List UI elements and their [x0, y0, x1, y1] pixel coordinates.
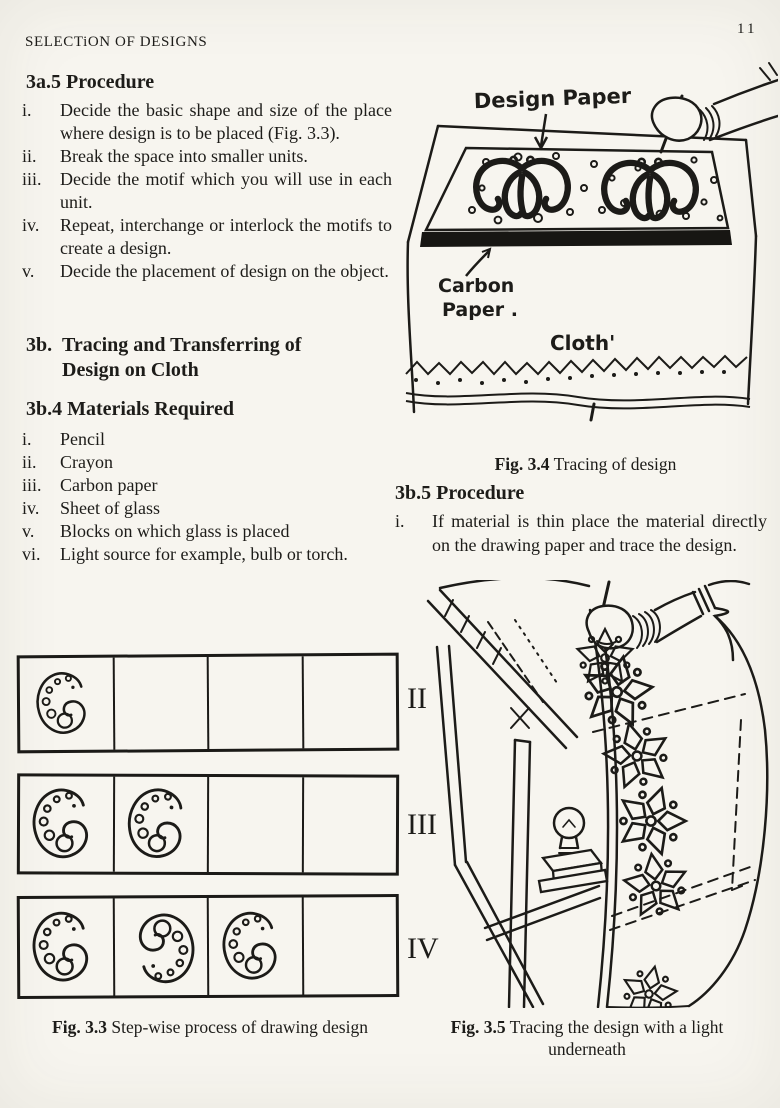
fig34-caption [398, 453, 773, 475]
list-item [22, 99, 392, 145]
carbon-paper-band [420, 230, 732, 247]
design-paper-label: Design Paper [473, 83, 632, 114]
carbon-paper-label-2: Paper . [442, 299, 518, 321]
cloth-right-edge [607, 616, 767, 1008]
grid-cell-motif-rotated [114, 898, 209, 995]
list-text: Crayon [60, 452, 113, 472]
heading-3b4: 3b.4 Materials Required [26, 398, 234, 420]
list-text: Light source for example, bulb or torch. [60, 544, 348, 564]
fig33-caption-text: Step-wise process of drawing design [106, 1017, 368, 1037]
grid-cell-motif [114, 777, 209, 872]
list-item [22, 168, 392, 214]
list-text: Decide the motif which you will use in each unit. [60, 169, 392, 212]
list-text: Decide the placement of design on the object. [60, 261, 389, 281]
list-item [22, 497, 392, 520]
list-marker: i. [22, 100, 32, 120]
list-text: Repeat, interchange or interlock the motifs to create a design. [60, 215, 392, 258]
paisley-motif-rotated [125, 903, 197, 991]
row-numeral-II: II [407, 682, 427, 715]
paisley-motif [119, 777, 203, 872]
cloth-drape-edge [590, 608, 617, 1007]
list-marker: iv. [22, 498, 40, 518]
list-text: Blocks on which glass is placed [60, 521, 290, 541]
heading-3a5: 3a.5 Procedure [26, 71, 155, 93]
fig33-row-II [17, 653, 400, 754]
procedure-3b5-list [395, 510, 767, 557]
hem-dots [414, 370, 726, 385]
list-item [395, 510, 767, 557]
list-marker: ii. [22, 146, 37, 166]
grid-cell-empty [209, 656, 304, 749]
running-header: SELECTiON OF DESIGNS [25, 34, 208, 50]
list-text: Decide the basic shape and size of the place where design is to be placed (Fig. 3.3). [60, 100, 392, 143]
list-item [22, 474, 392, 497]
row-numeral-IV: IV [407, 932, 439, 965]
list-item [22, 260, 392, 283]
grid-cell-empty [303, 897, 396, 994]
cloth-border-decoration [406, 356, 750, 408]
carbon-paper-label-1: Carbon [438, 275, 515, 297]
row-numeral-III: III [407, 808, 437, 841]
light-bulb [539, 808, 607, 892]
paisley-motif [34, 665, 99, 743]
heading-3b-num: 3b. [26, 334, 53, 356]
list-text: Pencil [60, 429, 105, 449]
list-marker: ii. [22, 452, 37, 472]
list-marker: iii. [22, 169, 42, 189]
heading-3b-line2: Design on Cloth [62, 359, 199, 381]
list-text: Sheet of glass [60, 498, 160, 518]
fig34-caption-label: Fig. 3.4 [494, 454, 550, 474]
carbon-paper-leader [466, 250, 490, 276]
fig35-caption-text: Tracing the design with a light underneath [505, 1017, 724, 1059]
cloth-label: Cloth' [550, 331, 616, 355]
fig33-caption [15, 1016, 405, 1038]
materials-list [22, 428, 392, 566]
list-marker: iii. [22, 475, 42, 495]
heading-3b5: 3b.5 Procedure [395, 482, 525, 504]
fig35-caption [398, 1016, 776, 1060]
list-item [22, 145, 392, 168]
list-item [22, 214, 392, 260]
list-item [22, 428, 392, 451]
list-text: If material is thin place the material directly on the drawing paper and trace the design. [432, 511, 767, 555]
fig33-caption-label: Fig. 3.3 [52, 1017, 107, 1037]
paisley-motif [30, 903, 102, 991]
list-text: Break the space into smaller units. [60, 146, 308, 166]
grid-cell-empty [114, 657, 209, 750]
page-number: 11 [737, 21, 758, 37]
grid-cell-empty [303, 777, 396, 872]
list-marker: vi. [22, 544, 41, 564]
grid-cell-empty [209, 777, 304, 872]
list-marker: iv. [22, 215, 40, 235]
cloth-top-edge [440, 580, 589, 588]
list-text: Carbon paper [60, 475, 158, 495]
arm-with-pencil [587, 582, 701, 648]
list-item [22, 520, 392, 543]
fig-3-5-illustration [393, 580, 780, 1008]
grid-cell-motif [20, 898, 115, 995]
grid-cell-motif [209, 898, 304, 995]
fig-3-3-illustration [15, 652, 455, 1004]
list-marker: v. [22, 261, 35, 281]
paisley-motif [220, 903, 290, 989]
list-marker: i. [395, 511, 405, 531]
cloth-flowers [575, 650, 696, 1008]
heading-3b-line1: Tracing and Transferring of [62, 334, 302, 356]
fig33-row-IV [17, 894, 400, 999]
grid-cell-motif [20, 658, 115, 751]
grid-cell-motif [20, 776, 115, 871]
list-marker: v. [22, 521, 35, 541]
list-marker: i. [22, 429, 32, 449]
list-item [22, 451, 392, 474]
fig35-caption-label: Fig. 3.5 [450, 1017, 506, 1037]
fig34-caption-text: Tracing of design [549, 454, 677, 474]
list-item [22, 543, 392, 566]
procedure-3a5-list [22, 99, 392, 283]
heading-3b [26, 333, 392, 383]
grid-cell-empty [303, 656, 396, 749]
fig33-row-III [17, 773, 399, 875]
hand-with-pencil [652, 63, 778, 152]
fig-3-4-illustration [398, 60, 778, 450]
paisley-motif [30, 781, 102, 867]
